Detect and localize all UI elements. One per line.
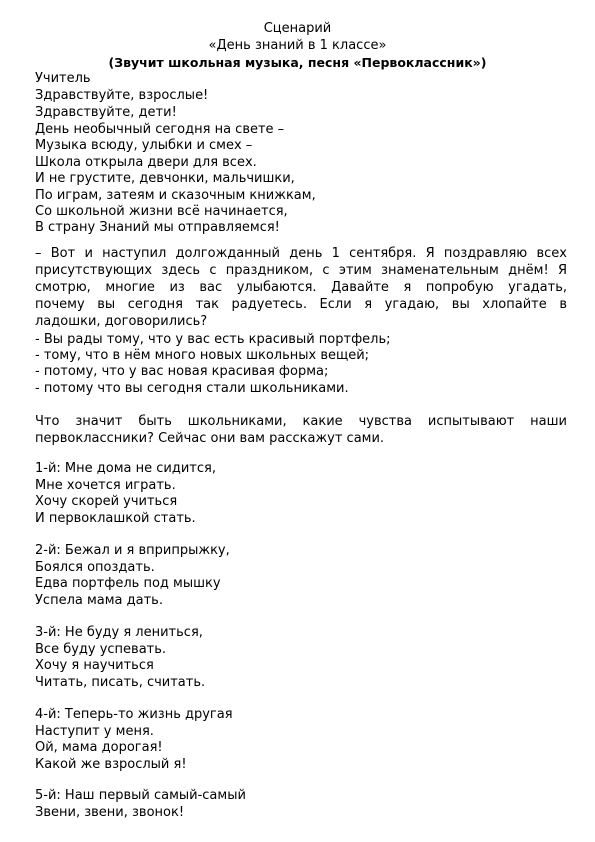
speech-paragraph <box>35 245 567 330</box>
poem-line: День необычный сегодня на свете – <box>35 122 285 137</box>
poem-line: По играм, затеям и сказочным книжкам, <box>35 188 316 203</box>
verse-line: Все буду успевать. <box>35 642 167 657</box>
speech-line: почему вы сегодня так радуетесь. Если я угадаю, вы хлопайте в <box>35 297 567 312</box>
verse-line: Звени, звени, звонок! <box>35 805 185 820</box>
poem-line: В страну Знаний мы отправляемся! <box>35 220 280 235</box>
verse-line: Хочу скорей учиться <box>35 494 178 509</box>
verse-line: 5-й: Наш первый самый-самый <box>35 788 246 803</box>
poem-line: Здравствуйте, взрослые! <box>35 88 209 103</box>
stage-direction: (Звучит школьная музыка, песня «Первоклассник») <box>108 55 487 70</box>
poem-line: И не грустите, девчонки, мальчишки, <box>35 171 295 186</box>
verse-line: Читать, писать, считать. <box>35 675 206 690</box>
verse-line: 3-й: Не буду я лениться, <box>35 625 203 640</box>
verse-line: 2-й: Бежал и я вприпрыжку, <box>35 543 230 558</box>
document-title: Сценарий <box>263 21 332 36</box>
verse-line: Боялся опоздать. <box>35 560 155 575</box>
verse-line: Ой, мама дорогая! <box>35 740 163 755</box>
poem-line: Музыка всюду, улыбки и смех – <box>35 138 253 153</box>
speaker-label: Учитель <box>35 71 91 86</box>
speech-option: - потому, что у вас новая красивая форма; <box>35 364 329 379</box>
verse-line: И первоклашкой стать. <box>35 511 196 526</box>
speech-option: - Вы рады тому, что у вас есть красивый портфель; <box>35 332 391 347</box>
speech-line: – Вот и наступил долгожданный день 1 сентября. Я поздравляю всех <box>35 246 567 261</box>
speech-line: смотрю, многие из вас улыбаются. Давайте я попробую угадать, <box>35 280 567 295</box>
poem-line: Школа открыла двери для всех. <box>35 155 257 170</box>
verse-line: 1-й: Мне дома не сидится, <box>35 461 216 476</box>
speech-option: - потому что вы сегодня стали школьниками. <box>35 381 349 396</box>
speech-line: ладошки, договорились? <box>35 314 208 329</box>
poem-line: Со школьной жизни всё начинается, <box>35 204 288 219</box>
question-line: первоклассники? Сейчас они вам расскажут сами. <box>35 431 385 446</box>
speech-option: - тому, что в нём много новых школьных вещей; <box>35 348 370 363</box>
verse-line: Наступит у меня. <box>35 724 154 739</box>
verse-line: Успела мама дать. <box>35 593 163 608</box>
question-paragraph <box>35 413 567 447</box>
verse-line: Едва портфель под мышку <box>35 576 221 591</box>
document-subtitle: «День знаний в 1 классе» <box>208 38 387 53</box>
verse-line: Какой же взрослый я! <box>35 757 187 772</box>
poem-line: Здравствуйте, дети! <box>35 105 177 120</box>
verse-line: Хочу я научиться <box>35 658 154 673</box>
verse-line: Мне хочется играть. <box>35 478 176 493</box>
question-line: Что значит быть школьниками, какие чувства испытывают наши <box>35 414 567 429</box>
speech-line: присутствующих здесь с праздником, с этим знаменательным днём! Я <box>35 263 567 278</box>
verse-line: 4-й: Теперь-то жизнь другая <box>35 707 233 722</box>
